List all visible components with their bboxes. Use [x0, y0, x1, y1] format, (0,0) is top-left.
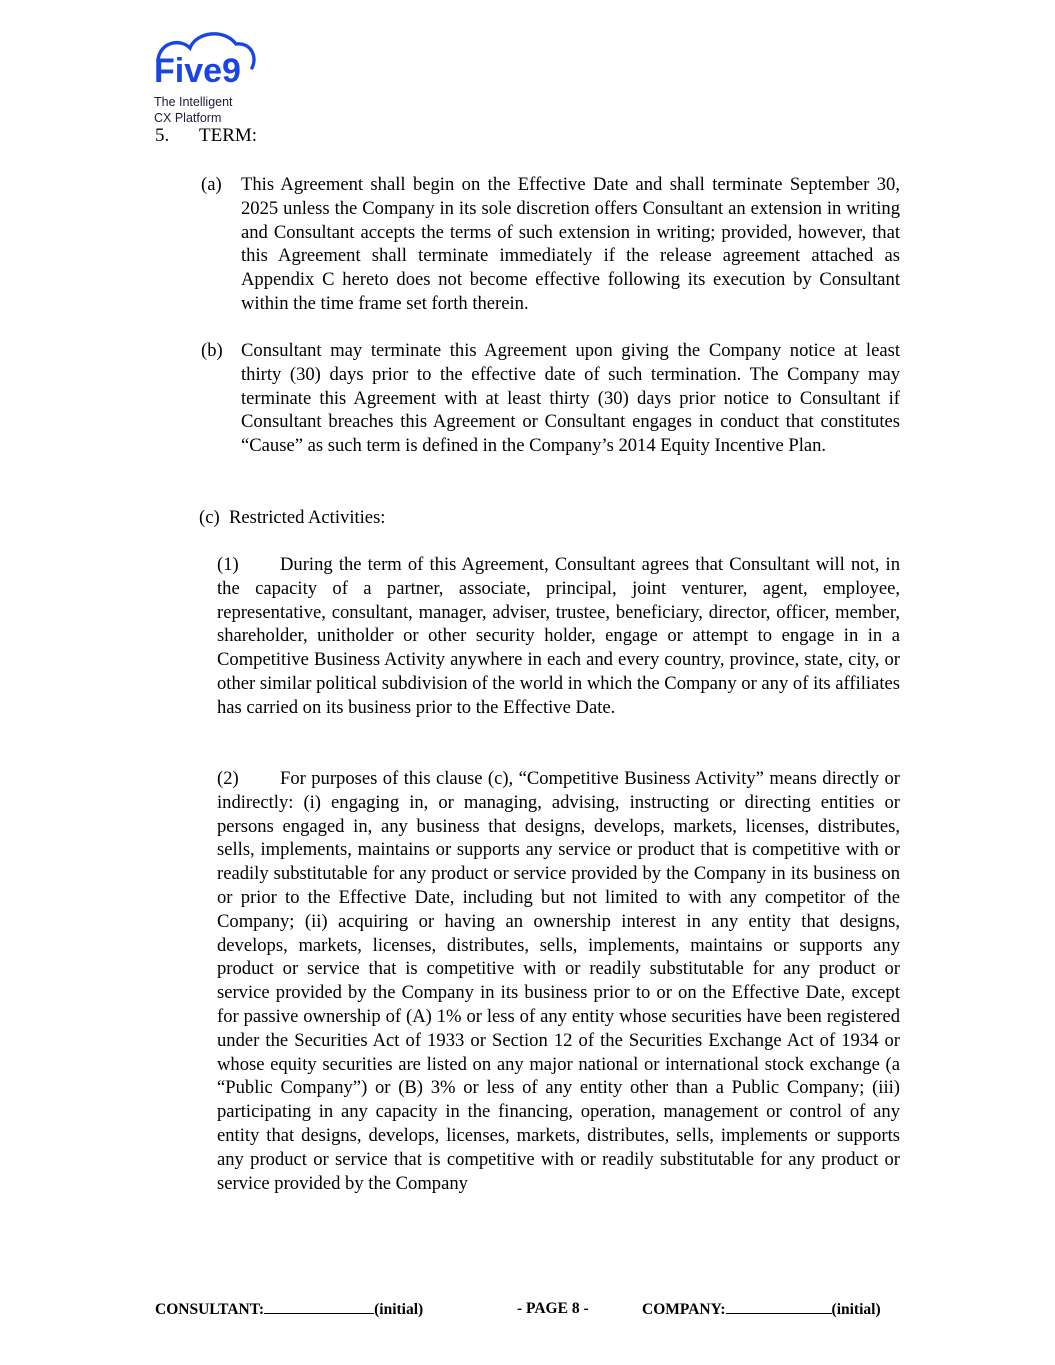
paragraph-b-label: (b)	[201, 340, 223, 361]
section-title: TERM:	[199, 125, 258, 146]
subparagraph-1-label: (1)	[217, 554, 239, 575]
subparagraph-2-text: For purposes of this clause (c), “Competitive Business Activity” means directly or indirectly: (i) engaging in, or managing, advising, instructing or directing entities or persons engaged in, any business that designs, develops, markets, licenses, distributes, sells, implements, maintains or supports any service or product that is competitive with or readily substitutable for any product or service provided by the Company in its business on or prior to the Effective Date, including but not limited to with any competitor of the Company; (ii) acquiring or having an ownership interest in any entity that designs, develops, markets, licenses, distributes, sells, implements, maintains or supports any product or service that is competitive with or readily substitutable for any product or service provided by the Company in its business prior to or on the Effective Date, except for passive ownership of (A) 1% or less of any entity whose securities have been registered under the Securities Act of 1933 or Section 12 of the Securities Exchange Act of 1934 or whose equity securities are listed on any major national or international stock exchange (a “Public Company”) or (B) 3% or less of any entity other than a Public Company; (iii) participating in any capacity in the financing, operation, management or control of any entity that designs, develops, licenses, markets, distributes, sells, implements or supports any product or service that is competitive with or readily substitutable for any product or service provided by the Company	[217, 768, 900, 1194]
consultant-initial-label: (initial)	[374, 1301, 424, 1318]
section-heading	[155, 124, 257, 148]
paragraph-b	[201, 339, 900, 458]
subparagraph-2	[217, 767, 900, 1195]
company-initial-field	[642, 1298, 881, 1321]
company-initial-label: (initial)	[831, 1301, 881, 1318]
page-number: - PAGE 8 -	[517, 1300, 589, 1317]
subparagraph-2-label: (2)	[217, 768, 239, 789]
company-label: COMPANY:	[642, 1301, 726, 1318]
subparagraph-1-text: During the term of this Agreement, Consultant agrees that Consultant will not, in the capacity of a partner, associate, principal, joint venturer, agent, employee, representative, consultant, manager, adviser, trustee, beneficiary, director, officer, member, shareholder, unitholder or other security holder, engage or attempt to engage in in a Competitive Business Activity anywhere in each and every country, province, state, city, or other similar political subdivision of the world in which the Company or any of its affiliates has carried on its business prior to the Effective Date.	[217, 554, 900, 718]
paragraph-c-heading	[199, 506, 385, 530]
logo-tagline-line1: The Intelligent	[154, 95, 233, 109]
section-number: 5.	[155, 125, 170, 146]
company-initial-blank	[726, 1298, 832, 1314]
paragraph-c-label: (c)	[199, 507, 220, 528]
paragraph-b-text: Consultant may terminate this Agreement upon giving the Company notice at least thirty (30) days prior to the effective date of such termination. The Company may terminate this Agreement with at least thirty (30) days prior notice to Consultant if Consultant breaches this Agreement or Consultant engages in conduct that constitutes “Cause” as such term is defined in the Company’s 2014 Equity Incentive Plan.	[241, 340, 900, 457]
logo-tagline-line2: CX Platform	[154, 111, 222, 125]
svg-text:Five9: Five9	[154, 52, 241, 90]
paragraph-a	[201, 173, 900, 316]
company-logo	[154, 30, 274, 126]
consultant-initial-blank	[264, 1298, 374, 1314]
paragraph-a-text: This Agreement shall begin on the Effective Date and shall terminate September 30, 2025 unless the Company in its sole discretion offers Consultant an extension in writing and Consultant accepts the terms of such extension in writing; provided, however, that this Agreement shall terminate immediately if the release agreement attached as Appendix C hereto does not become effective following its execution by Consultant within the time frame set forth therein.	[241, 174, 900, 314]
five9-logo-icon	[154, 30, 259, 92]
paragraph-c-title: Restricted Activities:	[229, 507, 386, 528]
consultant-initial-field	[155, 1298, 423, 1321]
paragraph-a-label: (a)	[201, 174, 222, 195]
subparagraph-1	[217, 553, 900, 720]
consultant-label: CONSULTANT:	[155, 1301, 265, 1318]
